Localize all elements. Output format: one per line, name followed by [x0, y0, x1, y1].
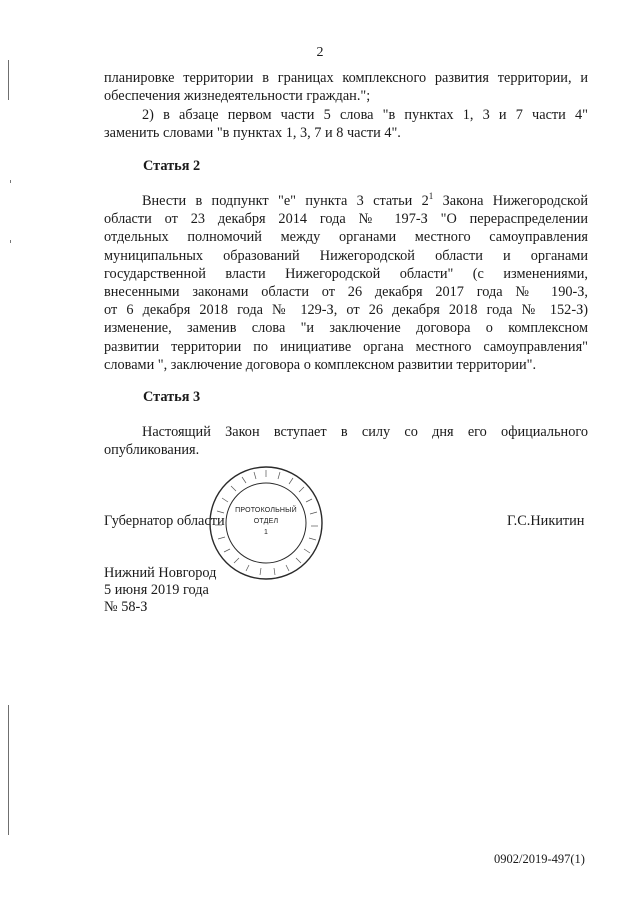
- signatory-position: Губернатор области: [104, 513, 225, 529]
- text-line: заменить словами "в пунктах 1, 3, 7 и 8 части 4".: [104, 125, 401, 142]
- stamp-line: ОТДЕЛ: [253, 518, 279, 525]
- text-line: изменение, заменив слова "и заключение договора о комплексном: [104, 320, 588, 337]
- text-line: планировке территории в границах комплексного развития территории, и: [104, 70, 588, 86]
- text-fragment: Внести в подпункт "е" пункта 3 статьи 2: [142, 193, 429, 209]
- article-2-heading: Статья 2: [143, 158, 201, 174]
- article-2-text: [104, 192, 588, 374]
- text-line: обеспечения жизнедеятельности граждан.";: [104, 88, 371, 105]
- paragraph-continuation: [104, 69, 588, 105]
- text-line: государственной власти Нижегородской области" (с изменениями,: [104, 265, 588, 282]
- text-line: 2) в абзаце первом части 5 слова "в пунктах 1, 3 и 7 части 4": [142, 107, 588, 123]
- paragraph-item-2: [104, 106, 588, 142]
- scan-dot: [10, 180, 11, 183]
- law-number: № 58-З: [104, 599, 148, 615]
- text-line: области от 23 декабря 2014 года № 197-З "О перераспределении: [104, 211, 588, 228]
- stamp-text: [230, 505, 302, 538]
- place-date-block: [104, 565, 216, 616]
- article-3-text: [104, 423, 588, 459]
- text-line: муниципальных образований Нижегородской области и органами: [104, 247, 588, 264]
- page-number: 2: [316, 45, 324, 60]
- city: Нижний Новгород: [104, 565, 217, 581]
- official-stamp: [208, 465, 324, 581]
- text-line: от 6 декабря 2018 года № 129-З, от 26 декабря 2018 года № 152-З): [104, 302, 588, 319]
- document-code: 0902/2019-497(1): [494, 852, 585, 866]
- superscript: 1: [428, 191, 434, 201]
- scan-dot: [10, 240, 11, 243]
- scan-margin-mark: [8, 705, 9, 835]
- text-line: внесенными законами области от 26 декабря 2017 года № 190-З,: [104, 284, 588, 301]
- text-fragment: Закона Нижегородской: [433, 193, 588, 209]
- stamp-line: 1: [263, 529, 269, 536]
- text-line: [104, 192, 588, 210]
- text-line: опубликования.: [104, 442, 200, 459]
- scan-margin-mark: [8, 60, 9, 100]
- text-line: Настоящий Закон вступает в силу со дня его официального: [142, 424, 588, 440]
- law-date: 5 июня 2019 года: [104, 582, 209, 598]
- stamp-line: ПРОТОКОЛЬНЫЙ: [235, 507, 297, 514]
- text-line: развитии территории по инициативе органа местного самоуправления": [104, 338, 588, 355]
- text-line: отдельных полномочий между органами местного самоуправления: [104, 229, 588, 246]
- text-line: словами ", заключение договора о комплексном развитии территории".: [104, 356, 537, 373]
- article-3-heading: Статья 3: [143, 389, 201, 405]
- signatory-name: Г.С.Никитин: [507, 513, 585, 529]
